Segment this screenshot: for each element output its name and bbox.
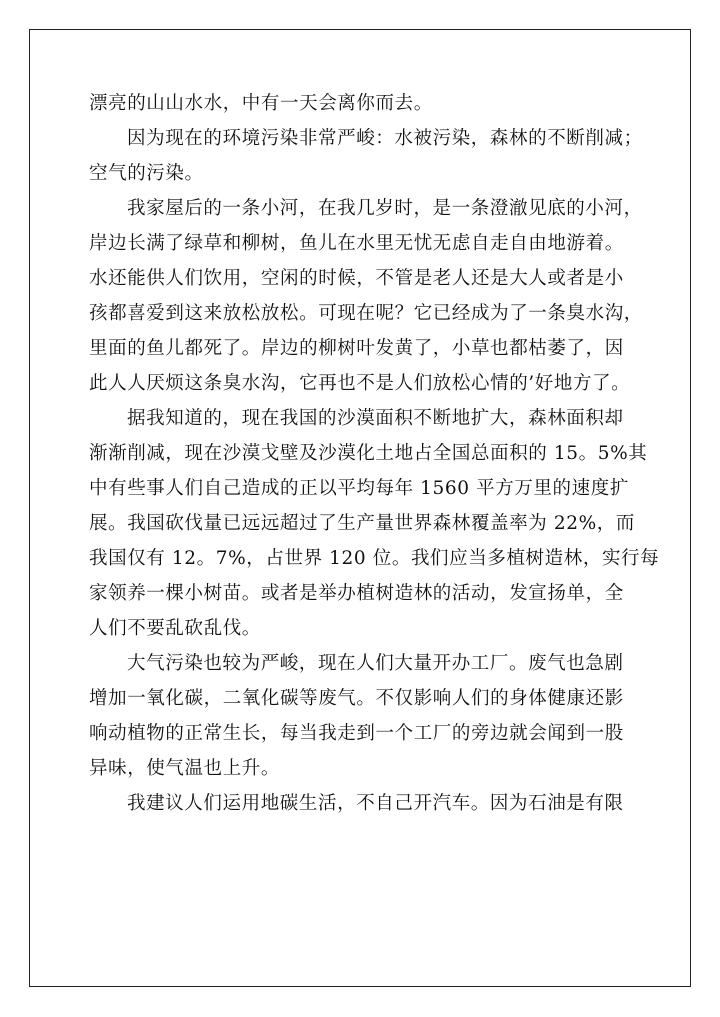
text-line: 空气的污染。 [89,163,204,184]
text-line: 因为现在的环境污染非常严峻：水被污染，森林的不断削减； [127,128,643,149]
text-line: 家领养一棵小树苗。或者是举办植树造林的活动，发宣扬单，全 [89,583,624,604]
text-line: 异味，使气温也上升。 [89,758,281,779]
text-line: 据我知道的，现在我国的沙漠面积不断地扩大，森林面积却 [127,408,624,429]
text-line: 展。我国砍伐量已远远超过了生产量世界森林覆盖率为 22%，而 [89,513,636,534]
text-line: 我建议人们运用地碳生活，不自己开汽车。因为石油是有限 [127,793,624,814]
text-line: 中有些事人们自己造成的正以平均每年 1560 平方万里的速度扩 [89,478,629,499]
document-body [89,86,660,821]
text-line: 大气污染也较为严峻，现在人们大量开办工厂。废气也急剧 [127,653,624,674]
text-line: 渐渐削减，现在沙漠戈壁及沙漠化土地占全国总面积的 15。5%其 [89,443,648,464]
text-line: 我国仅有 12。7%，占世界 120 位。我们应当多植树造林，实行每 [89,548,660,569]
text-line: 岸边长满了绿草和柳树，鱼儿在水里无忧无虑自走自由地游着。 [89,233,624,254]
text-line: 增加一氧化碳，二氧化碳等废气。不仅影响人们的身体健康还影 [89,688,624,709]
text-line: 漂亮的山山水水，中有一天会离你而去。 [89,93,433,114]
text-line: 我家屋后的一条小河，在我几岁时，是一条澄澈见底的小河， [127,198,643,219]
text-line: 孩都喜爱到这来放松放松。可现在呢？它已经成为了一条臭水沟， [89,303,643,324]
text-line: 响动植物的正常生长，每当我走到一个工厂的旁边就会闻到一股 [89,723,624,744]
text-line: 水还能供人们饮用，空闲的时候，不管是老人还是大人或者是小 [89,268,624,289]
text-line: 里面的鱼儿都死了。岸边的柳树叶发黄了，小草也都枯萎了，因 [89,338,624,359]
text-line: 人们不要乱砍乱伐。 [89,618,261,639]
text-line: 此人人厌烦这条臭水沟，它再也不是人们放松心情的’好地方了。 [89,373,631,394]
